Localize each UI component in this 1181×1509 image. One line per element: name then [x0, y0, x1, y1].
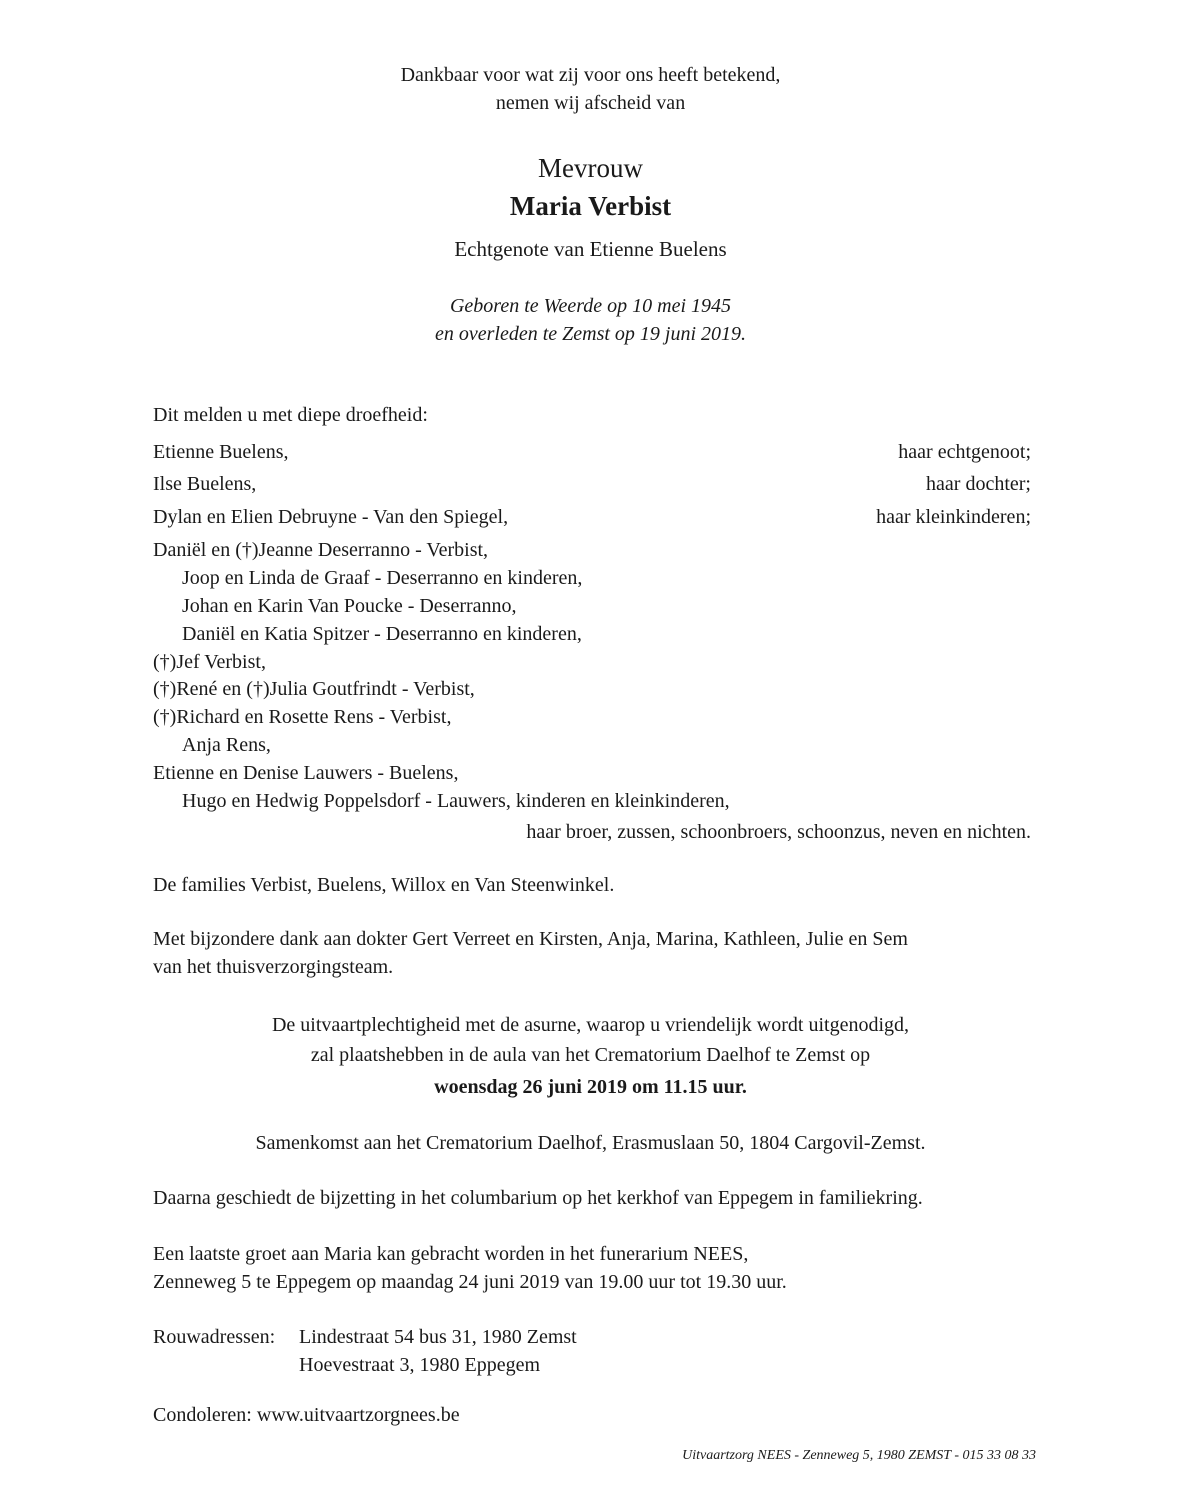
family-relation: haar echtgenoot; [898, 441, 1031, 463]
burial-line: Daarna geschiedt de bijzetting in het columbarium op het kerkhof van Eppegem in familiekring. [153, 1187, 923, 1209]
ceremony-line-1: De uitvaartplechtigheid met de asurne, waarop u vriendelijk wordt uitgenodigd, [271, 1014, 910, 1036]
sibling-line: Daniël en (†)Jeanne Deserranno - Verbist, [153, 539, 489, 561]
address-2: Hoevestraat 3, 1980 Eppegem [299, 1354, 541, 1376]
family-row [153, 503, 1031, 531]
birth-line: Geboren te Weerde op 10 mei 1945 [449, 295, 732, 317]
sibling-line: Joop en Linda de Graaf - Deserranno en kinderen, [182, 567, 583, 589]
ceremony-date: woensdag 26 juni 2019 om 11.15 uur. [434, 1076, 747, 1098]
address-1: Lindestraat 54 bus 31, 1980 Zemst [299, 1326, 577, 1348]
siblings-relation: haar broer, zussen, schoonbroers, schoonzus, neven en nichten. [526, 821, 1031, 843]
family-name: Etienne Buelens, [153, 441, 289, 463]
sibling-line: Daniël en Katia Spitzer - Deserranno en kinderen, [182, 623, 582, 645]
viewing-line-2: Zenneweg 5 te Eppegem op maandag 24 juni 2019 van 19.00 uur tot 19.30 uur. [153, 1271, 787, 1293]
intro-line-1: Dankbaar voor wat zij voor ons heeft betekend, [400, 64, 781, 86]
death-line: en overleden te Zemst op 19 juni 2019. [434, 323, 747, 345]
deceased-title: Mevrouw [538, 153, 643, 183]
footer-imprint: Uitvaartzorg NEES - Zenneweg 5, 1980 ZEMST - 015 33 08 33 [682, 1448, 1036, 1463]
sibling-line: Anja Rens, [182, 734, 271, 756]
family-name: Ilse Buelens, [153, 473, 257, 495]
gathering-line: Samenkomst aan het Crematorium Daelhof, Erasmuslaan 50, 1804 Cargovil-Zemst. [255, 1132, 926, 1154]
sibling-line: Etienne en Denise Lauwers - Buelens, [153, 762, 459, 784]
sibling-line: (†)René en (†)Julia Goutfrindt - Verbist, [153, 678, 475, 700]
condolences-label: Condoleren: [153, 1404, 252, 1426]
ceremony-line-2: zal plaatshebben in de aula van het Crematorium Daelhof te Zemst op [310, 1044, 871, 1066]
family-relation: haar kleinkinderen; [876, 506, 1031, 528]
viewing-line-1: Een laatste groet aan Maria kan gebracht worden in het funerarium NEES, [153, 1243, 749, 1265]
addresses-label: Rouwadressen: [153, 1326, 276, 1348]
sibling-line: (†)Richard en Rosette Rens - Verbist, [153, 706, 452, 728]
condolences-link[interactable]: www.uitvaartzorgnees.be [256, 1404, 460, 1426]
sibling-line: Hugo en Hedwig Poppelsdorf - Lauwers, kinderen en kleinkinderen, [182, 790, 730, 812]
deceased-spouse: Echtgenote van Etienne Buelens [454, 237, 727, 261]
family-relation: haar dochter; [926, 473, 1031, 495]
announcement: Dit melden u met diepe droefheid: [153, 404, 428, 426]
sibling-line: (†)Jef Verbist, [153, 651, 266, 673]
thanks-line-2: van het thuisverzorgingsteam. [153, 956, 394, 978]
intro-line-2: nemen wij afscheid van [495, 92, 686, 114]
family-row [153, 438, 1031, 466]
sibling-line: Johan en Karin Van Poucke - Deserranno, [182, 595, 517, 617]
families-line: De families Verbist, Buelens, Willox en Van Steenwinkel. [153, 874, 615, 896]
family-name: Dylan en Elien Debruyne - Van den Spiegel, [153, 506, 509, 528]
deceased-name: Maria Verbist [509, 191, 672, 221]
condolences [153, 1401, 460, 1429]
family-row [153, 470, 1031, 498]
thanks-line-1: Met bijzondere dank aan dokter Gert Verreet en Kirsten, Anja, Marina, Kathleen, Julie en Sem [153, 928, 908, 950]
